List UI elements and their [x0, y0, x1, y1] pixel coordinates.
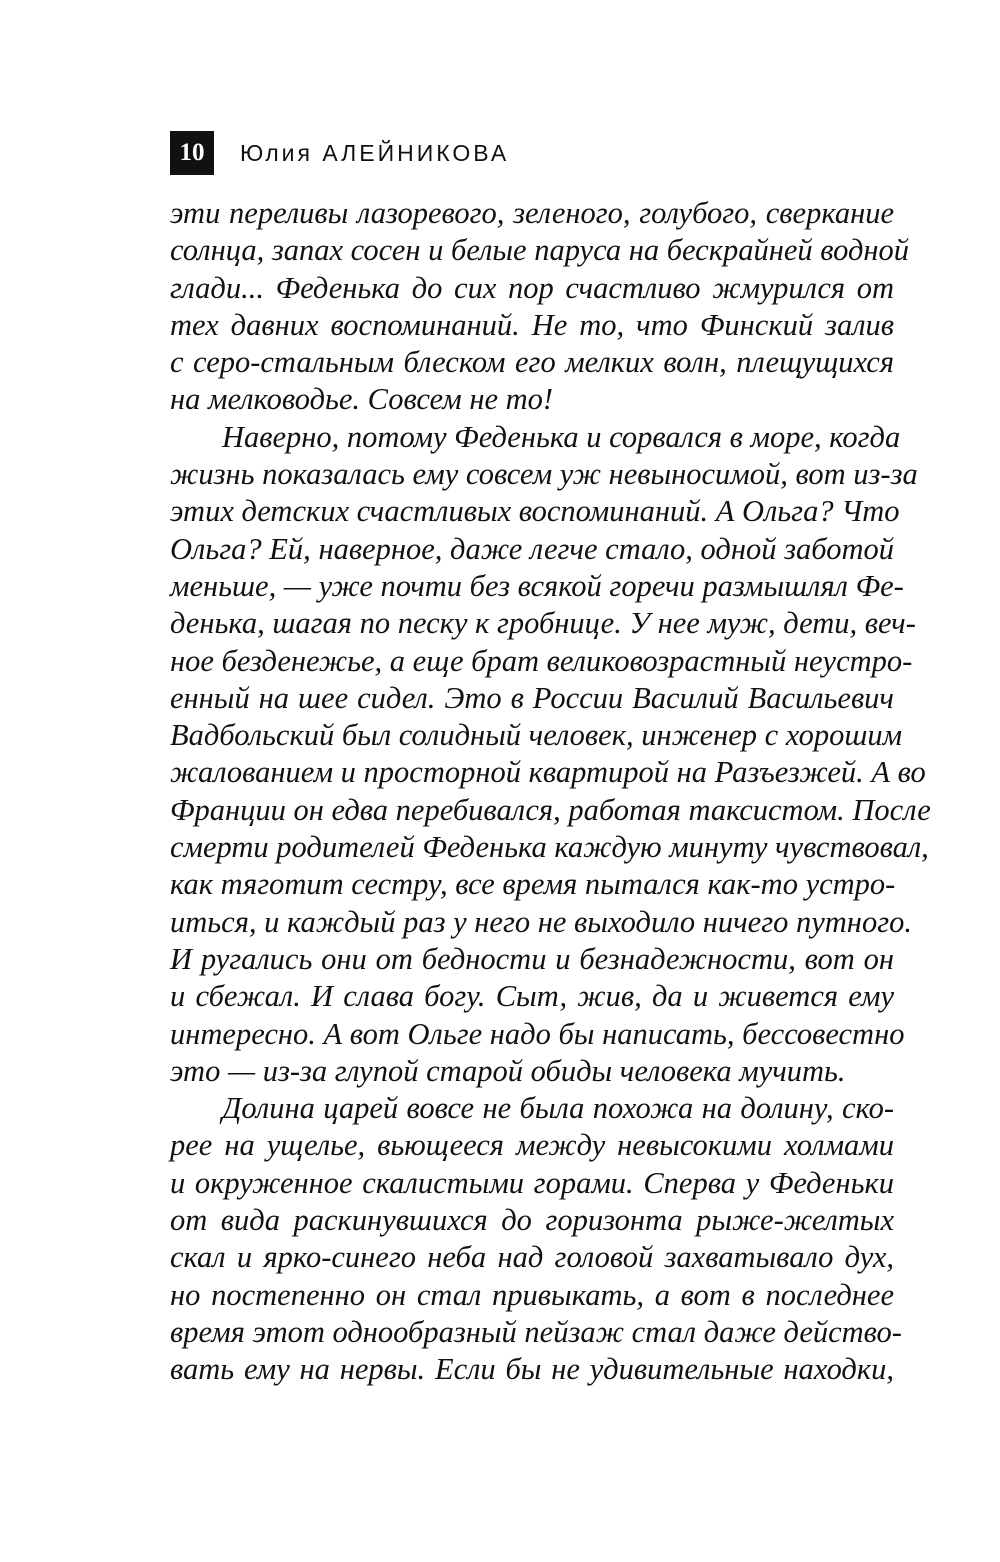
text-line: Наверно, потому Феденька и сорвался в море, когда [222, 419, 901, 454]
text-line: ное безденежье, а еще брат великовозрастный неустро- [170, 643, 913, 678]
text-line: жизнь показалась ему совсем уж невыносимой, вот из-за [170, 457, 918, 492]
text-line: время этот однообразный пейзаж стал даже действо- [170, 1314, 902, 1349]
paragraph [170, 419, 931, 1090]
page-number: 10 [170, 131, 214, 175]
text-line: и сбежал. И слава богу. Сыт, жив, да и живется ему [170, 979, 894, 1014]
text-line: денька, шагая по песку к гробнице. У нее муж, дети, веч- [170, 606, 916, 641]
text-line: с серо-стальным блеском его мелких волн, плещущихся [170, 345, 894, 380]
author-name: Юлия АЛЕЙНИКОВА [240, 139, 510, 166]
text-line: солнца, запах сосен и белые паруса на бескрайней водной [170, 233, 910, 268]
paragraph [170, 1090, 902, 1388]
text-line: Вадбольский был солидный человек, инженер с хорошим [170, 718, 903, 753]
text-line: этих детских счастливых воспоминаний. А Ольга? Что [170, 494, 900, 529]
text-line: от вида раскинувшихся до горизонта рыже-желтых [170, 1203, 894, 1238]
text-line: иться, и каждый раз у него не выходило ничего путного. [170, 904, 912, 939]
text-line: жалованием и просторной квартирой на Разъезжей. А во [170, 755, 926, 790]
text-line: вать ему на нервы. Если бы не удивительные находки, [170, 1352, 894, 1387]
text-line: и окруженное скалистыми горами. Сперва у Феденьки [170, 1165, 894, 1200]
text-line: интересно. А вот Ольге надо бы написать, бессовестно [170, 1016, 905, 1051]
text-line: тех давних воспоминаний. Не то, что Финский залив [170, 307, 894, 342]
text-line: енный на шее сидел. Это в России Василий Васильевич [170, 680, 894, 715]
text-line: глади... Феденька до сих пор счастливо жмурился от [170, 270, 894, 305]
text-line: как тяготит сестру, все время пытался как-то устро- [170, 867, 896, 902]
text-line: рее на ущелье, вьющееся между невысокими холмами [170, 1128, 894, 1163]
text-line: эти переливы лазоревого, зеленого, голубого, сверкание [170, 196, 894, 230]
text-line: на мелководье. Совсем не то! [170, 382, 554, 417]
running-header [170, 131, 509, 175]
text-line: смерти родителей Феденька каждую минуту чувствовал, [170, 830, 929, 865]
text-line: меньше, — уже почти без всякой горечи размышлял Фе- [170, 568, 904, 603]
text-line: Франции он едва перебивался, работая таксистом. После [170, 792, 931, 827]
text-line: Долина царей вовсе не была похожа на долину, ско- [222, 1091, 894, 1126]
text-line: Ольга? Ей, наверное, даже легче стало, одной заботой [170, 531, 894, 566]
text-line: И ругались они от бедности и безнадежности, вот он [170, 941, 894, 976]
text-line: скал и ярко-синего неба над головой захватывало дух, [170, 1240, 894, 1275]
text-line: но постепенно он стал привыкать, а вот в последнее [170, 1277, 894, 1312]
paragraph [170, 195, 910, 419]
page-body [170, 195, 931, 1389]
text-line: это — из-за глупой старой обиды человека мучить. [170, 1053, 846, 1088]
